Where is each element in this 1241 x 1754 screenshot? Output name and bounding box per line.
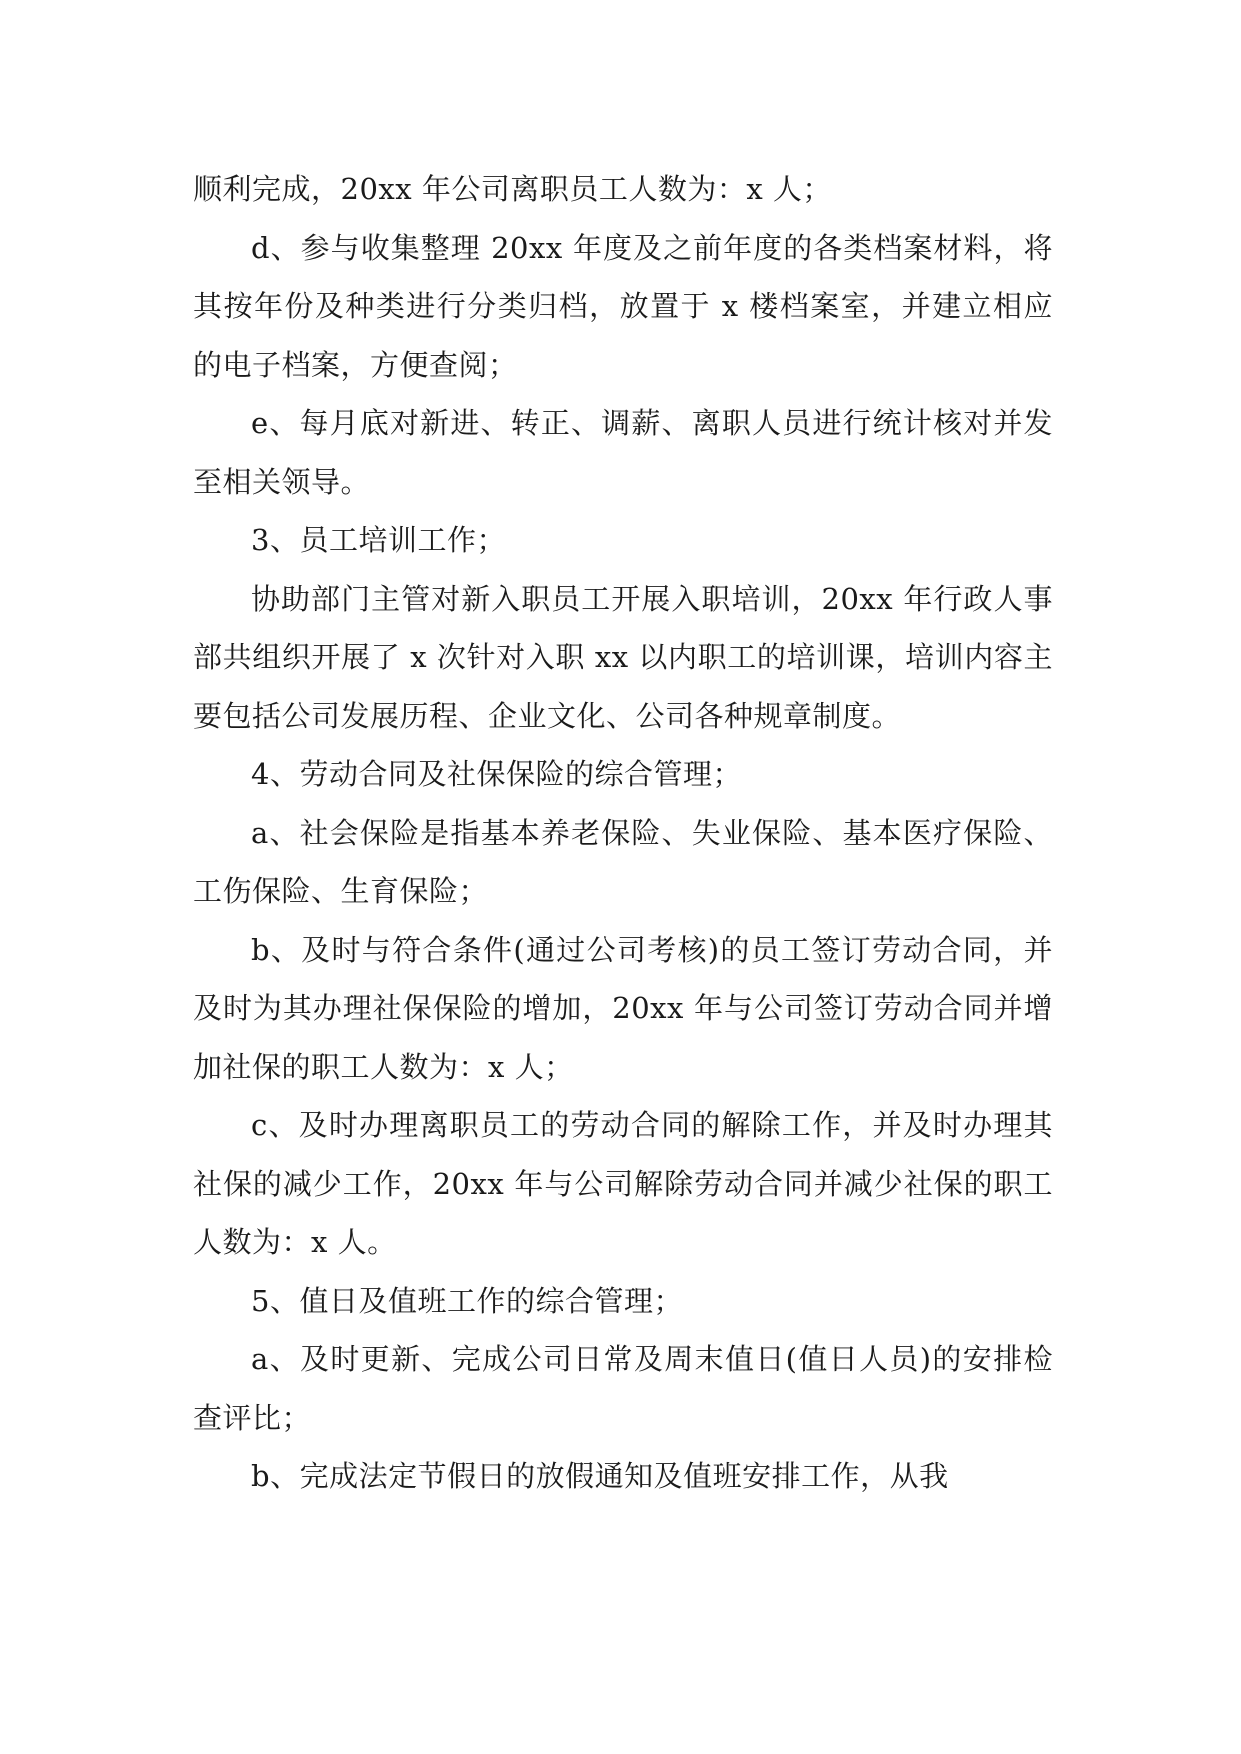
section-heading-training: 3、员工培训工作；	[251, 523, 506, 557]
paragraph-termination-item-c: c、及时办理离职员工的劳动合同的解除工作，并及时办理其社保的减少工作，20xx 年与公司解除劳动合同并减少社保的职工人数为：x 人。	[193, 1108, 1053, 1259]
paragraph-training-detail: 协助部门主管对新入职员工开展入职培训，20xx 年行政人事部共组织开展了 x 次针对入职 xx 以内职工的培训课，培训内容主要包括公司发展历程、企业文化、公司各种规章制度。	[193, 581, 1053, 733]
paragraph-duty-item-a: a、及时更新、完成公司日常及周末值日(值日人员)的安排检查评比；	[193, 1342, 1053, 1435]
paragraph-holiday-item-b: b、完成法定节假日的放假通知及值班安排工作，从我	[251, 1459, 949, 1493]
section-heading-duty: 5、值日及值班工作的综合管理；	[251, 1283, 683, 1318]
paragraph-continuation: 顺利完成，20xx 年公司离职员工人数为：x 人；	[193, 172, 832, 206]
section-heading-contracts: 4、劳动合同及社保保险的综合管理；	[251, 757, 742, 791]
paragraph-insurance-item-a: a、社会保险是指基本养老保险、失业保险、基本医疗保险、工伤保险、生育保险；	[193, 815, 1053, 908]
paragraph-contract-item-b: b、及时与符合条件(通过公司考核)的员工签订劳动合同，并及时为其办理社保保险的增加，20xx 年与公司签订劳动合同并增加社保的职工人数为：x 人；	[193, 932, 1053, 1084]
paragraph-statistics-item-e: e、每月底对新进、转正、调薪、离职人员进行统计核对并发至相关领导。	[193, 406, 1053, 499]
document-body	[193, 160, 1053, 1506]
paragraph-archive-item-d: d、参与收集整理 20xx 年度及之前年度的各类档案材料，将其按年份及种类进行分类归档，放置于 x 楼档案室，并建立相应的电子档案，方便查阅；	[193, 230, 1053, 382]
